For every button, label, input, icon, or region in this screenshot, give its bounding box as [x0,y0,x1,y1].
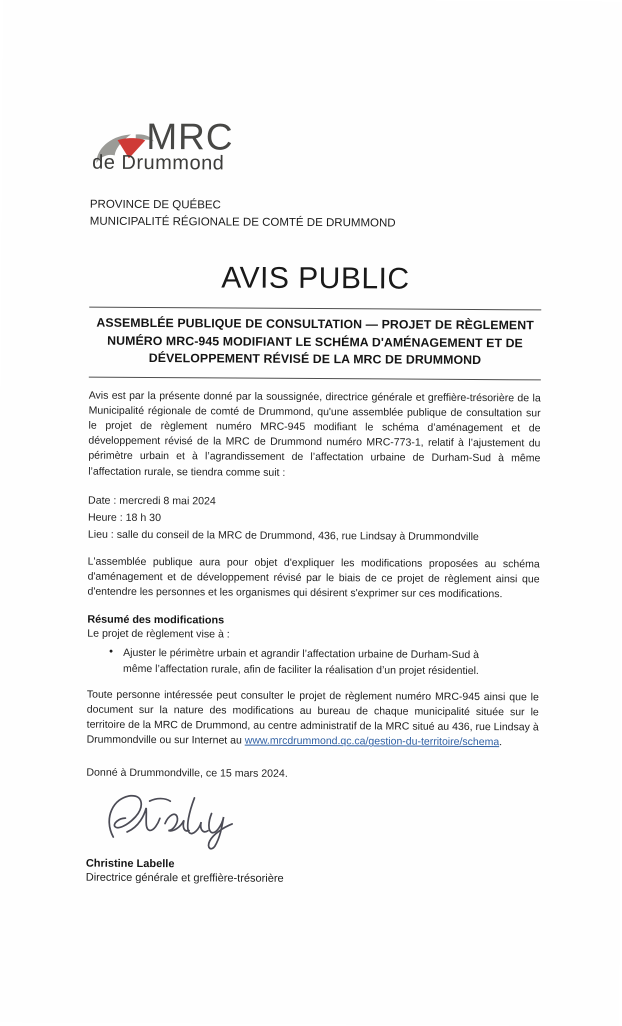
summary-heading: Résumé des modifications [87,613,225,627]
government-header [90,197,542,234]
notice-title: AVIS PUBLIC [221,261,410,296]
notice-subject-box [89,307,541,380]
signatory-title: Directrice générale et greffière-trésorière [85,871,284,885]
meeting-place-line: Lieu : salle du conseil de la MRC de Drummond, 436, rue Lindsay à Drummondville [87,528,479,543]
logo-brand-text: MRC [146,115,234,158]
meeting-time-line: Heure : 18 h 30 [87,511,162,524]
meeting-details [88,492,540,546]
consultation-text-after-link: . [499,736,503,749]
subject-line-1: ASSEMBLÉE PUBLIQUE DE CONSULTATION — PROJET DE RÈGLEMENT [96,315,534,333]
municipality-line: MUNICIPALITÉ RÉGIONALE DE COMTÉ DE DRUMMOND [89,215,396,230]
given-at-line: Donné à Drummondville, ce 15 mars 2024. [86,766,288,780]
summary-bullet-text: Ajuster le périmètre urbain et agrandir l’affectation urbaine de Durham-Sud à même l’affectation rurale, afin de faciliter la réalisation d’un projet résidentiel. [123,647,480,677]
summary-bullet-item [87,646,539,679]
logo-brand-subtext: de Drummond [92,151,225,175]
intro-paragraph: Avis est par la présente donné par la soussignée, directrice générale et greffière-trésorière de la Municipalité régionale de comté de Drummond, qu'une assemblée publique de consultation sur le projet de règlement numéro MRC-945 modifiant le schéma d’aménagement et de développement révisé de la MRC de Drummond numéro MRC-773-1, relatif à l’ajustement du périmètre urbain et à l’agrandissement de l’affectation urbaine de Durham-Sud à même l’affectation rurale, se tiendra comme suit : [88,389,541,479]
signatory-name: Christine Labelle [85,857,175,870]
bullet-icon: • [109,646,114,659]
mrc-drummond-logo [90,115,542,188]
handwritten-signature-image [90,788,276,851]
consultation-text-before-link: Toute personne intéressée peut consulter le projet de règlement numéro MRC-945 ainsi que le document sur la nature des modifications au bureau de chaque municipalité située sur le territoire de la MRC de Drummond, au centre administratif de la MRC situé au 436, rue Lindsay à Drummondville ou sur Internet au [86,688,539,747]
subject-line-2: NUMÉRO MRC-945 MODIFIANT LE SCHÉMA D'AMÉNAGEMENT ET DE [107,333,523,350]
meeting-date-line: Date : mercredi 8 mai 2024 [88,494,216,508]
consultation-paragraph [87,687,539,751]
province-line: PROVINCE DE QUÉBEC [89,198,221,212]
subject-line-3: DÉVELOPPEMENT RÉVISÉ DE LA MRC DE DRUMMOND [148,351,482,368]
schema-website-link[interactable]: www.mrcdrummond.qc.ca/gestion-du-territoire/schema [244,734,500,749]
summary-lead: Le projet de règlement vise à : [87,627,230,641]
document-content [86,0,543,886]
purpose-paragraph: L'assemblée publique aura pour objet d'expliquer les modifications proposées au schéma d'aménagement et de développement révisé par le biais de ce projet de règlement ainsi que d'entendre les personnes et les organismes qui désirent s'exprimer sur ces modifications. [87,555,540,601]
